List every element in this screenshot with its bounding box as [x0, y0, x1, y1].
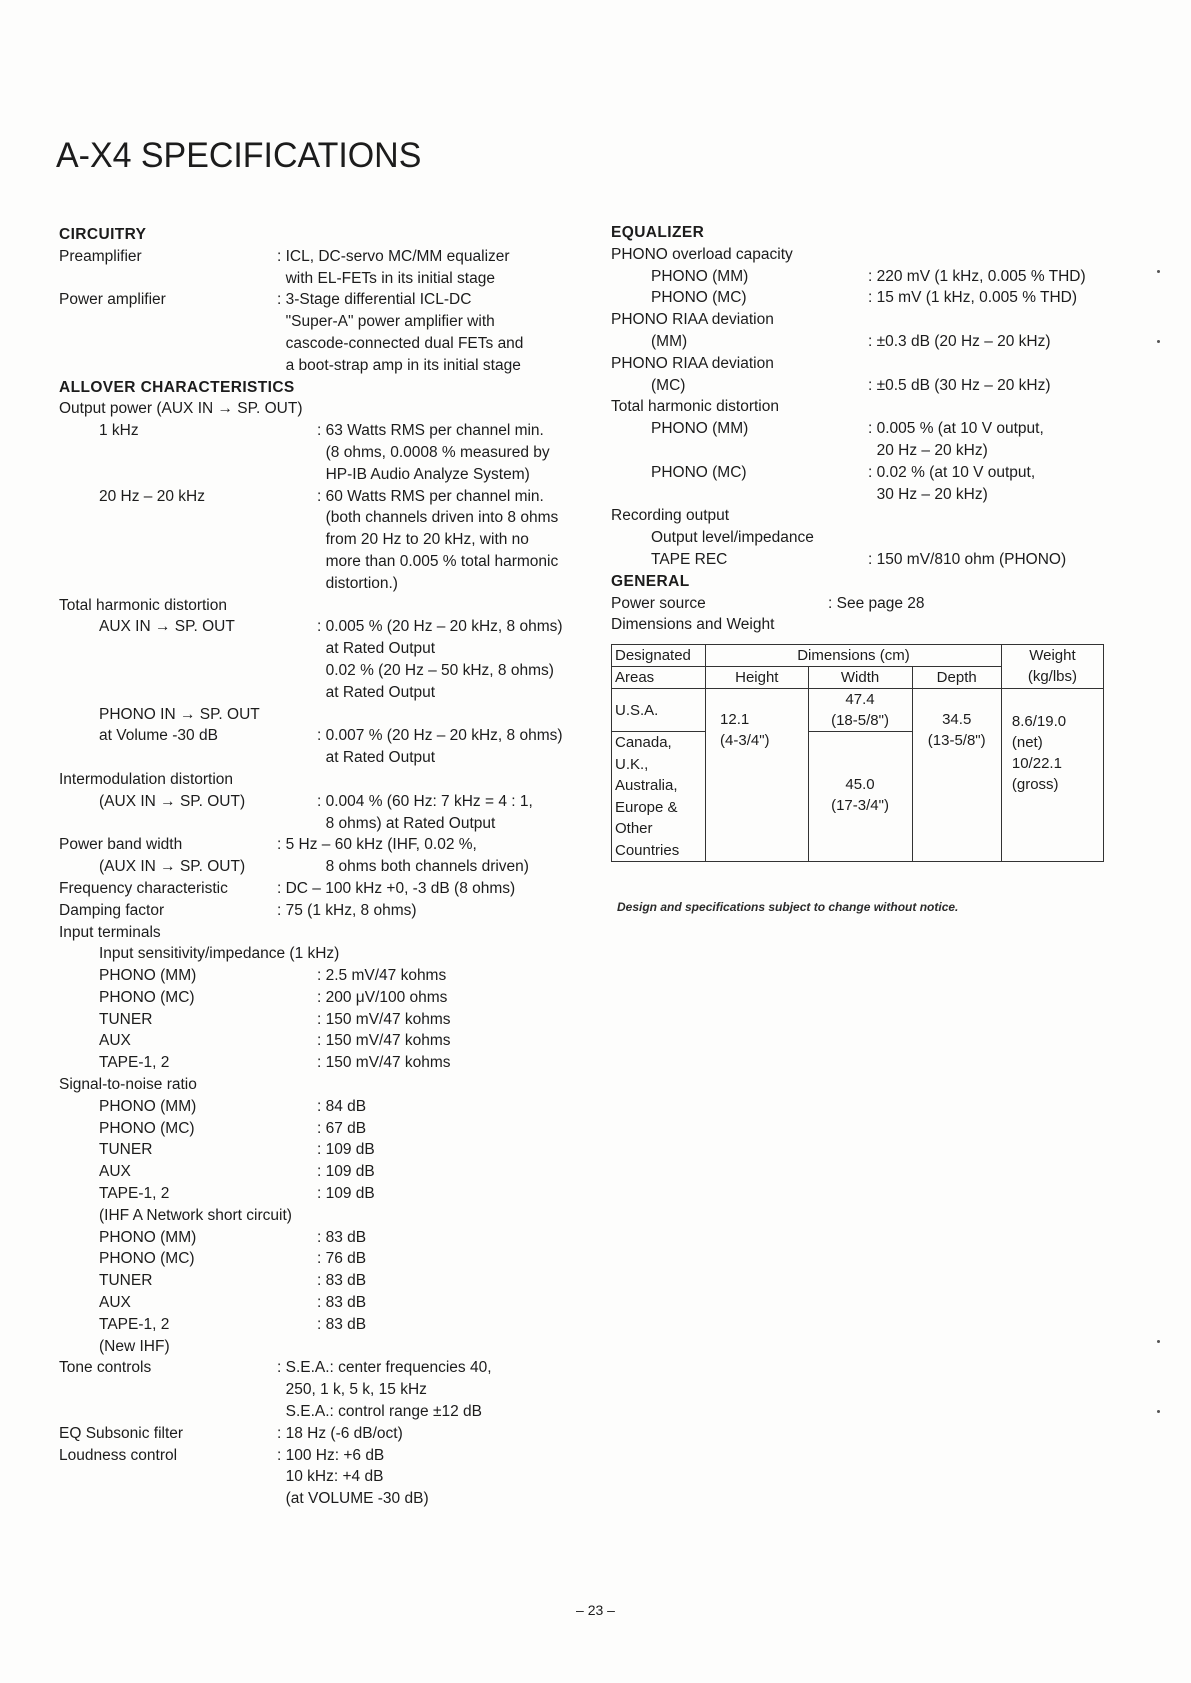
- designated-header: Designated: [612, 645, 706, 667]
- spec-label: (MC): [651, 376, 686, 394]
- spec-label-spacer: [59, 682, 317, 704]
- spec-row: [59, 616, 579, 638]
- spec-value: 8 ohms both channels driven): [317, 858, 529, 876]
- spec-row: [59, 878, 579, 900]
- spec-value: : 109 dB: [317, 1185, 375, 1203]
- weight-gross-label: (gross): [1011, 776, 1059, 793]
- spec-label-spacer: [611, 440, 868, 462]
- spec-label: PHONO (MM): [99, 1228, 197, 1246]
- section-heading: ALLOVER CHARACTERISTICS: [59, 378, 295, 396]
- scan-speck: [1157, 1410, 1160, 1413]
- spec-row: [59, 289, 579, 311]
- spec-label: PHONO (MC): [99, 988, 195, 1006]
- spec-label: PHONO (MC): [99, 1119, 195, 1137]
- spec-row: [59, 1052, 579, 1074]
- page-title: A-X4 SPECIFICATIONS: [56, 136, 422, 175]
- spec-label-spacer: [611, 484, 868, 506]
- spec-label-spacer: [59, 333, 277, 355]
- spec-label-spacer: [59, 813, 317, 835]
- spec-label-spacer: [59, 551, 317, 573]
- spec-value: : ICL, DC-servo MC/MM equalizer: [277, 247, 510, 265]
- spec-label-spacer: [59, 1379, 277, 1401]
- spec-label-spacer: [59, 311, 277, 333]
- spec-row: [59, 573, 579, 595]
- spec-value: : 84 dB: [317, 1097, 367, 1115]
- spec-value: HP-IB Audio Analyze System): [317, 465, 530, 483]
- spec-row: [59, 725, 579, 747]
- spec-subheading: Dimensions and Weight: [611, 616, 775, 634]
- spec-row: [59, 834, 579, 856]
- spec-value: : 3-Stage differential ICL-DC: [277, 291, 472, 309]
- spec-row: [59, 442, 579, 464]
- spec-subheading: Output power (AUX IN → SP. OUT): [59, 400, 303, 418]
- spec-label: PHONO (MC): [651, 289, 747, 307]
- areas-header: Areas: [612, 667, 706, 689]
- spec-label: PHONO (MM): [651, 420, 749, 438]
- footnote: Design and specifications subject to change without notice.: [617, 900, 959, 914]
- spec-label: Damping factor: [59, 901, 165, 919]
- spec-value: : 83 dB: [317, 1315, 367, 1333]
- dimensions-header: Dimensions (cm): [706, 645, 1002, 667]
- spec-label: Frequency characteristic: [59, 879, 228, 897]
- spec-row: [59, 1379, 579, 1401]
- spec-label-spacer: [59, 747, 317, 769]
- spec-label: Power source: [611, 594, 706, 612]
- spec-value: : 0.007 % (20 Hz – 20 kHz, 8 ohms): [317, 727, 563, 745]
- weight-unit-label: (kg/lbs): [1027, 668, 1078, 685]
- spec-row: [611, 549, 1131, 571]
- spec-row: [59, 464, 579, 486]
- spec-subheading: PHONO IN → SP. OUT: [99, 705, 260, 723]
- spec-label: AUX: [99, 1294, 131, 1312]
- spec-row: [611, 593, 1131, 615]
- spec-value: distortion.): [317, 574, 398, 592]
- width-usa-value: 47.4: [845, 691, 875, 708]
- spec-row: [611, 375, 1131, 397]
- spec-value: : 63 Watts RMS per channel min.: [317, 422, 544, 440]
- width-other-cell: [808, 732, 912, 862]
- spec-value: : 109 dB: [317, 1141, 375, 1159]
- spec-label-spacer: [59, 507, 317, 529]
- scan-speck: [1157, 270, 1160, 273]
- spec-row: [611, 484, 1131, 506]
- spec-label: TAPE REC: [651, 550, 728, 568]
- spec-label-spacer: [59, 1488, 277, 1510]
- spec-subheading: Total harmonic distortion: [59, 596, 227, 614]
- spec-subheading: Output level/impedance: [651, 529, 814, 547]
- spec-row: [59, 1445, 579, 1467]
- spec-label: PHONO (MC): [99, 1250, 195, 1268]
- depth-cell: [912, 689, 1001, 862]
- spec-row: [59, 660, 579, 682]
- spec-subheading: Total harmonic distortion: [611, 398, 779, 416]
- spec-label: TAPE-1, 2: [99, 1185, 170, 1203]
- spec-row: [59, 1314, 579, 1336]
- weight-header-label: Weight: [1029, 647, 1076, 664]
- weight-gross-value: 10/22.1: [1011, 755, 1062, 772]
- spec-label-spacer: [59, 442, 317, 464]
- spec-value: : 109 dB: [317, 1163, 375, 1181]
- spec-label: Loudness control: [59, 1446, 178, 1464]
- spec-label: AUX: [99, 1163, 131, 1181]
- spec-subheading: PHONO RIAA deviation: [611, 311, 774, 329]
- height-value: 12.1: [720, 711, 750, 728]
- spec-label: TAPE-1, 2: [99, 1315, 170, 1333]
- spec-label: TUNER: [99, 1141, 153, 1159]
- weight-net-value: 8.6/19.0: [1011, 713, 1067, 730]
- spec-label: (AUX IN → SP. OUT): [99, 858, 246, 876]
- spec-subheading: Input terminals: [59, 923, 161, 941]
- spec-label-spacer: [59, 573, 317, 595]
- spec-row: [59, 682, 579, 704]
- left-spec-column: [59, 224, 579, 1510]
- spec-value: : 150 mV/47 kohms: [317, 1054, 451, 1072]
- spec-label: Tone controls: [59, 1359, 152, 1377]
- depth-inches: (13-5/8"): [927, 732, 986, 749]
- spec-value: : 76 dB: [317, 1250, 367, 1268]
- area-name: Countries: [615, 841, 680, 859]
- page-number: – 23 –: [576, 1602, 615, 1618]
- area-name: Other: [615, 820, 653, 837]
- spec-value: : 83 dB: [317, 1294, 367, 1312]
- spec-row: [59, 1161, 579, 1183]
- spec-label: PHONO (MC): [651, 463, 747, 481]
- spec-label: (AUX IN → SP. OUT): [99, 792, 246, 810]
- width-other-inches: (17-3/4"): [831, 797, 889, 814]
- right-spec-column: [611, 222, 1131, 636]
- spec-value: : 0.005 % (20 Hz – 20 kHz, 8 ohms): [317, 618, 563, 636]
- area-name: Canada,: [615, 734, 672, 751]
- height-cell: [706, 689, 809, 862]
- spec-value: "Super-A" power amplifier with: [277, 313, 495, 331]
- spec-subheading: Recording output: [611, 507, 730, 525]
- spec-row: [611, 331, 1131, 353]
- spec-label-spacer: [59, 355, 277, 377]
- spec-label-spacer: [59, 660, 317, 682]
- spec-value: : 220 mV (1 kHz, 0.005 % THD): [868, 267, 1086, 285]
- scan-speck: [1157, 1340, 1160, 1343]
- spec-row: [59, 1183, 579, 1205]
- spec-label: 1 kHz: [99, 422, 139, 440]
- spec-value: 8 ohms) at Rated Output: [317, 814, 496, 832]
- spec-value: with EL-FETs in its initial stage: [277, 269, 495, 287]
- spec-row: [59, 355, 579, 377]
- area-name: U.K.,: [615, 755, 649, 773]
- spec-row: [59, 1292, 579, 1314]
- width-header: Width: [808, 667, 912, 689]
- spec-subheading: (New IHF): [99, 1337, 170, 1355]
- spec-row: [611, 418, 1131, 440]
- spec-value: 10 kHz: +4 dB: [277, 1468, 384, 1486]
- spec-row: [59, 551, 579, 573]
- spec-value: (8 ohms, 0.0008 % measured by: [317, 443, 550, 461]
- spec-row: [59, 268, 579, 290]
- spec-value: 30 Hz – 20 kHz): [868, 485, 988, 503]
- spec-label-spacer: [59, 638, 317, 660]
- spec-value: S.E.A.: control range ±12 dB: [277, 1403, 482, 1421]
- spec-label: PHONO (MM): [99, 967, 197, 985]
- spec-label-spacer: [59, 1466, 277, 1488]
- spec-label: Preamplifier: [59, 247, 142, 265]
- spec-row: [59, 1227, 579, 1249]
- spec-row: [59, 486, 579, 508]
- spec-row: [59, 638, 579, 660]
- spec-row: [59, 1270, 579, 1292]
- spec-value: cascode-connected dual FETs and: [277, 334, 524, 352]
- spec-label: (MM): [651, 332, 688, 350]
- spec-row: [59, 1139, 579, 1161]
- spec-label-spacer: [59, 268, 277, 290]
- spec-subheading: Intermodulation distortion: [59, 770, 234, 788]
- spec-row: [59, 791, 579, 813]
- spec-row: [59, 1096, 579, 1118]
- spec-label: TUNER: [99, 1010, 153, 1028]
- spec-row: [59, 965, 579, 987]
- spec-value: a boot-strap amp in its initial stage: [277, 356, 521, 374]
- spec-value: (both channels driven into 8 ohms: [317, 509, 559, 527]
- spec-row: [611, 266, 1131, 288]
- dimensions-weight-table: [611, 644, 1104, 862]
- spec-value: : 83 dB: [317, 1228, 367, 1246]
- spec-label: PHONO (MM): [651, 267, 749, 285]
- weight-net-label: (net): [1011, 734, 1043, 751]
- spec-label: AUX: [99, 1032, 131, 1050]
- spec-row: [59, 856, 579, 878]
- spec-label: TUNER: [99, 1272, 153, 1290]
- spec-value: : 150 mV/810 ohm (PHONO): [868, 550, 1067, 568]
- spec-value: at Rated Output: [317, 640, 436, 658]
- spec-row: [59, 900, 579, 922]
- spec-row: [59, 246, 579, 268]
- spec-value: : 75 (1 kHz, 8 ohms): [277, 901, 417, 919]
- spec-value: : 100 Hz: +6 dB: [277, 1446, 385, 1464]
- section-heading: CIRCUITRY: [59, 226, 147, 243]
- area-usa: U.S.A.: [612, 689, 706, 732]
- spec-value: : 5 Hz – 60 kHz (IHF, 0.02 %,: [277, 836, 477, 854]
- spec-value: : 15 mV (1 kHz, 0.005 % THD): [868, 289, 1078, 307]
- spec-row: [59, 813, 579, 835]
- spec-label: Power amplifier: [59, 291, 166, 309]
- spec-value: : 67 dB: [317, 1119, 367, 1137]
- spec-subheading: Signal-to-noise ratio: [59, 1076, 197, 1094]
- spec-row: [59, 1488, 579, 1510]
- spec-row: [59, 529, 579, 551]
- spec-value: : DC – 100 kHz +0, -3 dB (8 ohms): [277, 879, 516, 897]
- spec-label-spacer: [59, 529, 317, 551]
- spec-row: [59, 1009, 579, 1031]
- spec-value: (at VOLUME -30 dB): [277, 1490, 429, 1508]
- spec-row: [59, 507, 579, 529]
- spec-subheading: PHONO RIAA deviation: [611, 354, 774, 372]
- spec-label: AUX IN → SP. OUT: [99, 618, 235, 636]
- spec-row: [59, 1423, 579, 1445]
- spec-label: Power band width: [59, 836, 183, 854]
- spec-value: : ±0.3 dB (20 Hz – 20 kHz): [868, 332, 1051, 350]
- width-usa-cell: [808, 689, 912, 732]
- spec-value: : ±0.5 dB (30 Hz – 20 kHz): [868, 376, 1051, 394]
- spec-value: 250, 1 k, 5 k, 15 kHz: [277, 1381, 427, 1399]
- spec-row: [59, 747, 579, 769]
- width-other-value: 45.0: [845, 776, 875, 793]
- depth-value: 34.5: [942, 711, 972, 728]
- spec-value: : 0.004 % (60 Hz: 7 kHz = 4 : 1,: [317, 792, 533, 810]
- spec-row: [59, 987, 579, 1009]
- spec-row: [59, 1030, 579, 1052]
- spec-row: [59, 1466, 579, 1488]
- spec-label-spacer: [59, 464, 317, 486]
- spec-label: 20 Hz – 20 kHz: [99, 487, 205, 505]
- spec-value: : 83 dB: [317, 1272, 367, 1290]
- spec-value: : 2.5 mV/47 kohms: [317, 967, 447, 985]
- spec-value: : 60 Watts RMS per channel min.: [317, 487, 544, 505]
- spec-value: 20 Hz – 20 kHz): [868, 441, 988, 459]
- spec-subheading: PHONO overload capacity: [611, 245, 793, 263]
- height-inches: (4-3/4"): [720, 732, 770, 749]
- spec-row: [611, 440, 1131, 462]
- spec-label: EQ Subsonic filter: [59, 1424, 184, 1442]
- scan-speck: [1157, 340, 1160, 343]
- spec-value: : 150 mV/47 kohms: [317, 1010, 451, 1028]
- spec-value: at Rated Output: [317, 749, 436, 767]
- height-header: Height: [706, 667, 809, 689]
- area-name: Australia,: [615, 777, 678, 794]
- spec-value: at Rated Output: [317, 683, 436, 701]
- spec-value: : S.E.A.: center frequencies 40,: [277, 1359, 492, 1377]
- spec-row: [59, 333, 579, 355]
- spec-label-spacer: [59, 1401, 277, 1423]
- spec-value: from 20 Hz to 20 kHz, with no: [317, 531, 529, 549]
- spec-value: 0.02 % (20 Hz – 50 kHz, 8 ohms): [317, 661, 554, 679]
- spec-value: : 150 mV/47 kohms: [317, 1032, 451, 1050]
- area-name: Europe &: [615, 798, 678, 816]
- weight-header: [1001, 645, 1103, 689]
- spec-label: TAPE-1, 2: [99, 1054, 170, 1072]
- depth-header: Depth: [912, 667, 1001, 689]
- section-heading: GENERAL: [611, 572, 690, 590]
- spec-row: [611, 287, 1131, 309]
- section-heading: EQUALIZER: [611, 224, 705, 241]
- spec-row: [59, 1357, 579, 1379]
- spec-row: [611, 462, 1131, 484]
- spec-row: [59, 311, 579, 333]
- spec-row: [59, 1401, 579, 1423]
- spec-value: : 0.02 % (at 10 V output,: [868, 463, 1036, 481]
- spec-row: [59, 1118, 579, 1140]
- width-usa-inches: (18-5/8"): [831, 712, 889, 729]
- weight-cell: [1001, 689, 1103, 862]
- spec-value: : 0.005 % (at 10 V output,: [868, 420, 1044, 438]
- spec-row: [59, 420, 579, 442]
- spec-subheading: Input sensitivity/impedance (1 kHz): [99, 945, 340, 963]
- spec-value: : See page 28: [828, 594, 925, 612]
- area-other-countries: [612, 732, 706, 862]
- spec-label: at Volume -30 dB: [99, 727, 218, 745]
- spec-value: : 18 Hz (-6 dB/oct): [277, 1424, 403, 1442]
- spec-label: PHONO (MM): [99, 1097, 197, 1115]
- spec-row: [59, 1248, 579, 1270]
- spec-subheading: (IHF A Network short circuit): [99, 1206, 292, 1224]
- spec-value: : 200 μV/100 ohms: [317, 988, 448, 1006]
- spec-value: more than 0.005 % total harmonic: [317, 552, 559, 570]
